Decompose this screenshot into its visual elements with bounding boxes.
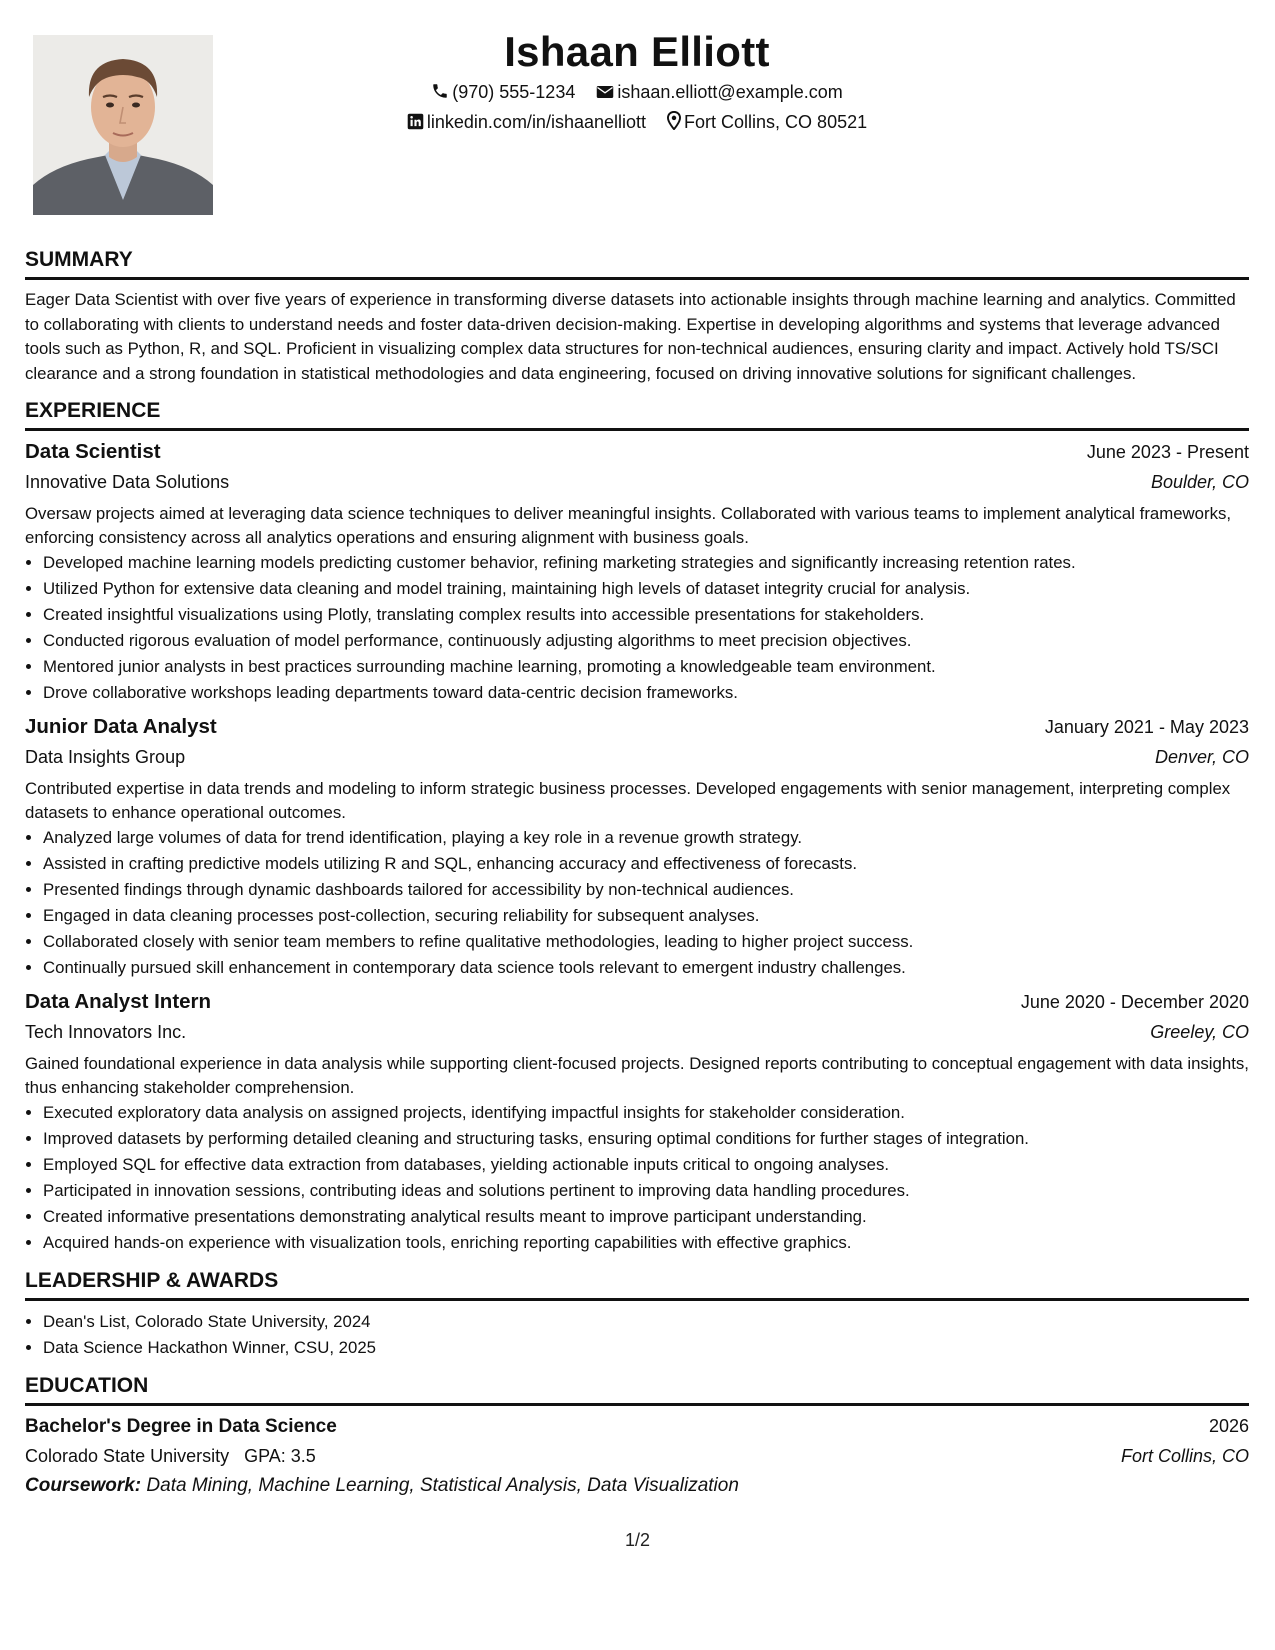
- coursework: [25, 1471, 1249, 1501]
- summary-heading: SUMMARY: [25, 247, 1249, 280]
- job-entry-data-analyst-intern: [25, 987, 1249, 1256]
- email-contact[interactable]: [596, 77, 842, 107]
- list-item: • Employed SQL for effective data extraction from databases, yielding actionable inputs critical to ongoing analyses.: [43, 1152, 1249, 1178]
- list-item: • Participated in innovation sessions, contributing ideas and solutions pertinent to improving data handling procedures.: [43, 1178, 1249, 1204]
- job-bullets: [25, 550, 1249, 706]
- job-location: Boulder, CO: [1150, 472, 1249, 492]
- email-address: ishaan.elliott@example.com: [617, 82, 843, 102]
- job-location: Denver, CO: [1154, 747, 1249, 767]
- job-company: Tech Innovators Inc.: [25, 1022, 187, 1042]
- school-location: Fort Collins, CO: [1120, 1446, 1249, 1466]
- page-number: 1/2: [624, 1530, 651, 1550]
- coursework-list: Data Mining, Machine Learning, Statistical Analysis, Data Visualization: [146, 1475, 739, 1496]
- envelope-icon: [596, 84, 614, 100]
- location-contact: [667, 107, 867, 137]
- profile-photo: [33, 35, 213, 215]
- list-item: • Dean's List, Colorado State University, 2024: [43, 1309, 1249, 1335]
- coursework-label: Coursework:: [25, 1475, 142, 1496]
- job-company: Innovative Data Solutions: [25, 472, 230, 492]
- list-item: • Created insightful visualizations using Plotly, translating complex results into accessible presentations for stakeholders.: [43, 602, 1249, 628]
- list-item: • Utilized Python for extensive data cleaning and model training, maintaining high levels of dataset integrity crucial for analysis.: [43, 576, 1249, 602]
- list-item: • Acquired hands-on experience with visualization tools, enriching reporting capabilities with effective graphics.: [43, 1230, 1249, 1256]
- awards-heading: LEADERSHIP & AWARDS: [25, 1268, 1249, 1301]
- list-item: • Executed exploratory data analysis on assigned projects, identifying impactful insights for stakeholder consideration.: [43, 1100, 1249, 1126]
- job-title: Data Scientist: [25, 440, 161, 463]
- list-item: • Conducted rigorous evaluation of model performance, continuously adjusting algorithms to meet precision objectives.: [43, 628, 1249, 654]
- school-name: Colorado State University: [25, 1446, 230, 1466]
- job-date: June 2023 - Present: [1086, 442, 1249, 462]
- experience-heading: EXPERIENCE: [25, 398, 1249, 431]
- list-item: • Engaged in data cleaning processes post-collection, securing reliability for subsequent analyses.: [43, 903, 1249, 929]
- job-date: June 2020 - December 2020: [1020, 992, 1249, 1012]
- location-text: Fort Collins, CO 80521: [684, 112, 868, 132]
- list-item: • Presented findings through dynamic dashboards tailored for accessibility by non-technical audiences.: [43, 877, 1249, 903]
- job-description: Oversaw projects aimed at leveraging data science techniques to deliver meaningful insights. Collaborated with various teams to implement analytical frameworks, enforcing consistency across all analytics operations and ensuring alignment with business goals.: [25, 504, 1232, 547]
- degree-title: Bachelor's Degree in Data Science: [25, 1416, 337, 1437]
- gpa: GPA: 3.5: [244, 1446, 316, 1466]
- resume-page: [25, 25, 1249, 1501]
- job-entry-data-scientist: [25, 437, 1249, 706]
- list-item: • Assisted in crafting predictive models utilizing R and SQL, enhancing accuracy and effectiveness of forecasts.: [43, 851, 1249, 877]
- list-item: • Analyzed large volumes of data for trend identification, playing a key role in a revenue growth strategy.: [43, 825, 1249, 851]
- job-date: January 2021 - May 2023: [1044, 717, 1249, 737]
- graduation-date: 2026: [1208, 1416, 1249, 1436]
- list-item: • Improved datasets by performing detailed cleaning and structuring tasks, ensuring optimal conditions for further stages of integration.: [43, 1126, 1249, 1152]
- job-bullets: [25, 825, 1249, 981]
- job-description: Contributed expertise in data trends and modeling to inform strategic business processes. Developed engagements with senior management, interpreting complex datasets to enhance operational outcomes.: [25, 779, 1231, 822]
- list-item: • Created informative presentations demonstrating analytical results meant to improve participant understanding.: [43, 1204, 1249, 1230]
- list-item: • Developed machine learning models predicting customer behavior, refining marketing strategies and significantly increasing retention rates.: [43, 550, 1249, 576]
- summary-text: Eager Data Scientist with over five years of experience in transforming diverse datasets into actionable insights through machine learning and analytics. Committed to collaborating with clients to understand needs and foster data-driven decision-making. Expertise in developing algorithms and systems that leverage advanced tools such as Python, R, and SQL. Proficient in visualizing complex data structures for non-technical audiences, ensuring clarity and impact. Actively hold TS/SCI clearance and a strong foundation in statistical methodologies and data engineering, focused on driving innovative solutions for significant challenges.: [25, 290, 1236, 383]
- job-company: Data Insights Group: [25, 747, 186, 767]
- job-entry-junior-data-analyst: [25, 712, 1249, 981]
- job-bullets: [25, 1100, 1249, 1256]
- education-heading: EDUCATION: [25, 1373, 1249, 1406]
- candidate-name: Ishaan Elliott: [504, 28, 770, 75]
- linkedin-icon: [407, 113, 424, 130]
- job-location: Greeley, CO: [1150, 1022, 1249, 1042]
- linkedin-url: linkedin.com/in/ishaanelliott: [426, 112, 647, 132]
- list-item: • Continually pursued skill enhancement in contemporary data science tools relevant to emergent industry challenges.: [43, 955, 1249, 981]
- education-entry: [25, 1412, 1249, 1501]
- list-item: • Data Science Hackathon Winner, CSU, 2025: [43, 1335, 1249, 1361]
- list-item: • Collaborated closely with senior team members to refine qualitative methodologies, leading to higher project success.: [43, 929, 1249, 955]
- map-pin-icon: [667, 111, 681, 130]
- phone-number: (970) 555-1234: [452, 82, 576, 102]
- phone-contact[interactable]: [431, 77, 575, 107]
- linkedin-contact[interactable]: [407, 107, 646, 137]
- job-title: Data Analyst Intern: [25, 990, 212, 1013]
- list-item: • Mentored junior analysts in best practices surrounding machine learning, promoting a knowledgeable team environment.: [43, 654, 1249, 680]
- school-line: [25, 1442, 316, 1471]
- phone-icon: [431, 82, 449, 100]
- awards-list: [25, 1309, 1249, 1361]
- profile-photo-illustration: [33, 35, 213, 215]
- resume-header: [25, 27, 1249, 235]
- job-title: Junior Data Analyst: [25, 715, 217, 738]
- list-item: • Drove collaborative workshops leading departments toward data-centric decision frameworks.: [43, 680, 1249, 706]
- job-description: Gained foundational experience in data analysis while supporting client-focused projects. Designed reports contributing to conceptual engagement with data insights, thus enhancing stakeholder comprehension.: [25, 1054, 1249, 1097]
